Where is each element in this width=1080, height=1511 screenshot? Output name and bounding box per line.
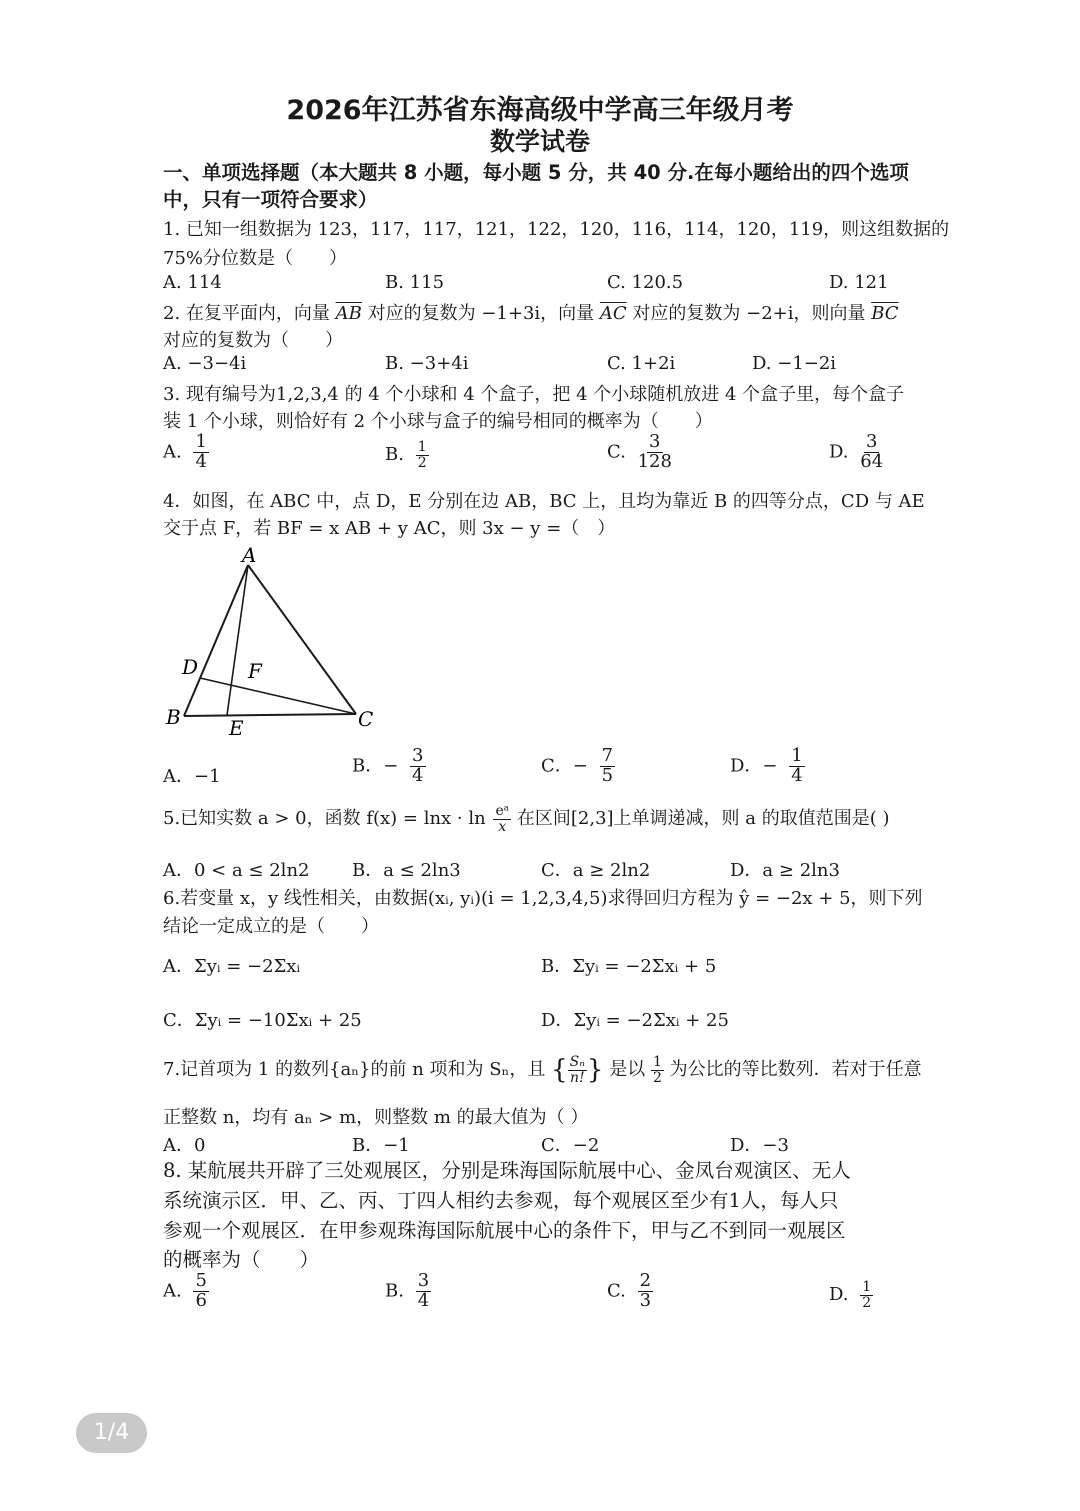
q5-option-c: C．a ≥ 2ln2 xyxy=(541,860,651,881)
q7-option-a: A．0 xyxy=(163,1135,206,1156)
q3-option-d xyxy=(829,433,883,472)
q5-option-a: A．0 < a ≤ 2ln2 xyxy=(163,860,310,881)
q3-b-den: 2 xyxy=(417,454,427,471)
q4-option-a: A．−1 xyxy=(163,766,221,787)
q8-option-d xyxy=(829,1280,873,1310)
q3-a-den: 4 xyxy=(195,450,207,472)
q5-frac-num: eᵃ xyxy=(495,803,510,819)
q4-option-c xyxy=(541,747,615,786)
q3-option-b-fraction xyxy=(416,440,429,470)
q8-d-num: 1 xyxy=(862,1279,872,1295)
q1-option-b: B. 115 xyxy=(385,272,445,293)
q5-text-1: 5.已知实数 a > 0，函数 f(x) = lnx · ln xyxy=(163,808,486,830)
q7-option-c: C．−2 xyxy=(541,1135,600,1156)
q3-option-a-label: A. xyxy=(163,441,182,463)
q3-option-b xyxy=(385,440,429,470)
q4-c-num: 7 xyxy=(601,745,614,766)
q5-option-b: B．a ≤ 2ln3 xyxy=(352,860,461,881)
q8-d-den: 2 xyxy=(862,1294,872,1311)
q8-c-den: 3 xyxy=(639,1289,652,1311)
q2-stem-line2: 对应的复数为（ ） xyxy=(163,330,343,351)
q6-option-a: A．Σyᵢ = −2Σxᵢ xyxy=(163,956,301,977)
q5-option-d: D．a ≥ 2ln3 xyxy=(730,860,840,881)
exam-subtitle: 数学试卷 xyxy=(489,127,590,156)
q2-option-d: D. −1−2i xyxy=(752,353,837,374)
q7-ratio-num: 1 xyxy=(652,1054,662,1070)
q1-option-d: D. 121 xyxy=(829,272,889,293)
q1-stem-line2: 75%分位数是（ ） xyxy=(163,248,348,269)
side-ac xyxy=(248,565,356,714)
point-e-label: E xyxy=(229,716,244,740)
q3-option-d-label: D. xyxy=(829,441,849,463)
q7-text-1: 7.记首项为 1 的数列{aₙ}的前 n 项和为 Sₙ，且 xyxy=(163,1059,546,1081)
q4-stem-line1: 4．如图，在 ABC 中，点 D，E 分别在边 AB，BC 上，且均为靠近 B 的四等分点，CD 与 AE xyxy=(163,491,925,512)
q4-b-den: 4 xyxy=(412,764,424,786)
q4-option-d xyxy=(730,747,805,786)
q8-a-den: 6 xyxy=(195,1289,207,1311)
q8-b-den: 4 xyxy=(417,1289,430,1311)
q7-stem-line2: 正整数 n，均有 aₙ > m，则整数 m 的最大值为（ ） xyxy=(163,1107,589,1128)
q4-c-den: 5 xyxy=(601,764,614,786)
q8-option-d-fraction xyxy=(860,1280,873,1310)
q8-stem-line4: 的概率为（ ） xyxy=(163,1248,320,1271)
q8-b-num: 3 xyxy=(417,1270,430,1291)
q2-option-c: C. 1+2i xyxy=(607,353,676,374)
q7-brace-open: { xyxy=(551,1055,568,1086)
q4-d-den: 4 xyxy=(791,764,803,786)
q4-option-b-label: B．− xyxy=(352,755,399,777)
q3-d-num: 3 xyxy=(865,431,878,452)
q8-option-a xyxy=(163,1272,209,1311)
q1-stem-line1: 1. 已知一组数据为 123，117，117，121，122，120，116，114，120，119，则这组数据的 xyxy=(163,219,950,240)
q3-option-a xyxy=(163,433,209,472)
q8-option-c xyxy=(607,1272,653,1311)
q7-text-3: 为公比的等比数列．若对于任意 xyxy=(669,1059,922,1081)
q3-option-d-fraction xyxy=(860,433,883,472)
q4-stem-line2: 交于点 F，若 BF = x AB + y AC，则 3x − y =（ ） xyxy=(163,518,616,539)
q1-option-c: C. 120.5 xyxy=(607,272,684,293)
q1-option-a: A. 114 xyxy=(163,272,222,293)
q3-d-den: 64 xyxy=(860,450,884,472)
q4-option-b-fraction xyxy=(410,747,425,786)
q8-option-a-fraction xyxy=(193,1272,208,1311)
q3-option-c xyxy=(607,433,672,472)
q2-text-2: 对应的复数为 −1+3i，向量 xyxy=(367,303,595,324)
q4-option-d-fraction xyxy=(789,747,804,786)
q6-option-c: C．Σyᵢ = −10Σxᵢ + 25 xyxy=(163,1010,362,1031)
q3-option-a-fraction xyxy=(193,433,208,472)
q2-option-b: B. −3+4i xyxy=(385,353,469,374)
q7-stem-line1 xyxy=(163,1055,922,1085)
q2-text-1: 2. 在复平面内，向量 xyxy=(163,303,330,324)
q7-brace-close: } xyxy=(586,1055,604,1086)
q3-option-b-label: B. xyxy=(385,444,404,466)
q7-seq-den: n! xyxy=(569,1069,585,1086)
q8-option-b-fraction xyxy=(416,1272,431,1311)
q8-a-num: 5 xyxy=(195,1270,207,1291)
q8-stem-line1: 8. 某航展共开辟了三处观展区，分别是珠海国际航展中心、金凤台观演区、无人 xyxy=(163,1159,851,1182)
q8-stem-line2: 系统演示区．甲、乙、丙、丁四人相约去参观，每个观展区至少有1人，每人只 xyxy=(163,1189,839,1212)
q7-ratio-fraction xyxy=(651,1055,664,1085)
vector-ac: $\overline{AC}$ xyxy=(599,303,627,324)
q7-seq-fraction xyxy=(568,1055,587,1085)
triangle-figure xyxy=(160,540,390,740)
section-heading: 一、单项选择题（本大题共 8 小题，每小题 5 分，共 40 分.在每小题给出的四个选项中，只有一项符合要求） xyxy=(163,161,909,211)
q8-option-c-label: C. xyxy=(607,1280,626,1302)
q6-stem-line1: 6.若变量 x，y 线性相关，由数据(xᵢ, yᵢ)(i = 1,2,3,4,5)求得回归方程为 ŷ = −2x + 5，则下列 xyxy=(163,888,923,909)
q5-text-2: 在区间[2,3]上单调递减，则 a 的取值范围是( ) xyxy=(516,808,890,830)
q5-fraction xyxy=(493,804,511,834)
q8-stem-line3: 参观一个观展区．在甲参观珠海国际航展中心的条件下，甲与乙不到同一观展区 xyxy=(163,1219,846,1242)
q6-option-d: D．Σyᵢ = −2Σxᵢ + 25 xyxy=(541,1010,729,1031)
q6-option-b: B．Σyᵢ = −2Σxᵢ + 5 xyxy=(541,956,717,977)
q8-option-c-fraction xyxy=(638,1272,653,1311)
q4-option-c-label: C．− xyxy=(541,755,588,777)
q5-frac-den: x xyxy=(498,818,507,835)
q4-b-num: 3 xyxy=(412,745,424,766)
q3-option-c-label: C. xyxy=(607,441,626,463)
q2-stem-line1 xyxy=(163,299,899,325)
q3-b-num: 1 xyxy=(417,439,427,455)
q3-option-c-fraction xyxy=(638,433,672,472)
q8-option-b-label: B. xyxy=(385,1280,404,1302)
q4-option-c-fraction xyxy=(600,747,615,786)
side-ab xyxy=(184,565,248,716)
q4-d-num: 1 xyxy=(791,745,803,766)
q2-option-a: A. −3−4i xyxy=(163,353,247,374)
q4-option-d-label: D．− xyxy=(730,755,778,777)
q8-option-d-label: D. xyxy=(829,1284,849,1306)
q5-stem xyxy=(163,804,890,834)
point-d-label: D xyxy=(182,655,199,679)
q7-option-b: B．−1 xyxy=(352,1135,410,1156)
q3-c-num: 3 xyxy=(649,431,661,452)
q6-stem-line2: 结论一定成立的是（ ） xyxy=(163,916,379,937)
q3-a-num: 1 xyxy=(195,431,207,452)
side-bc xyxy=(184,714,356,716)
q7-ratio-den: 2 xyxy=(652,1069,662,1086)
q2-text-3: 对应的复数为 −2+i，则向量 xyxy=(632,303,866,324)
q3-c-den: 128 xyxy=(637,450,672,472)
page-indicator: 1/4 xyxy=(76,1413,147,1453)
point-b-label: B xyxy=(166,705,181,729)
q7-option-d: D．−3 xyxy=(730,1135,789,1156)
exam-title: 2026年江苏省东海高级中学高三年级月考 xyxy=(286,95,794,126)
q8-option-b xyxy=(385,1272,431,1311)
q8-option-a-label: A. xyxy=(163,1280,182,1302)
point-f-label: F xyxy=(248,659,262,683)
q7-text-2: 是以 xyxy=(609,1059,646,1081)
q8-c-num: 2 xyxy=(639,1270,652,1291)
point-c-label: C xyxy=(358,707,374,731)
vector-ab: $\overline{AB}$ xyxy=(335,303,362,324)
point-a-label: A xyxy=(242,543,257,567)
q3-stem-line2: 装 1 个小球，则恰好有 2 个小球与盒子的编号相同的概率为（ ） xyxy=(163,411,713,432)
q7-seq-num: Sₙ xyxy=(569,1054,585,1070)
vector-bc: $\overline{BC}$ xyxy=(871,303,899,324)
q4-option-b xyxy=(352,747,426,786)
q3-stem-line1: 3. 现有编号为1,2,3,4 的 4 个小球和 4 个盒子，把 4 个小球随机放进 4 个盒子里，每个盒子 xyxy=(163,384,905,405)
